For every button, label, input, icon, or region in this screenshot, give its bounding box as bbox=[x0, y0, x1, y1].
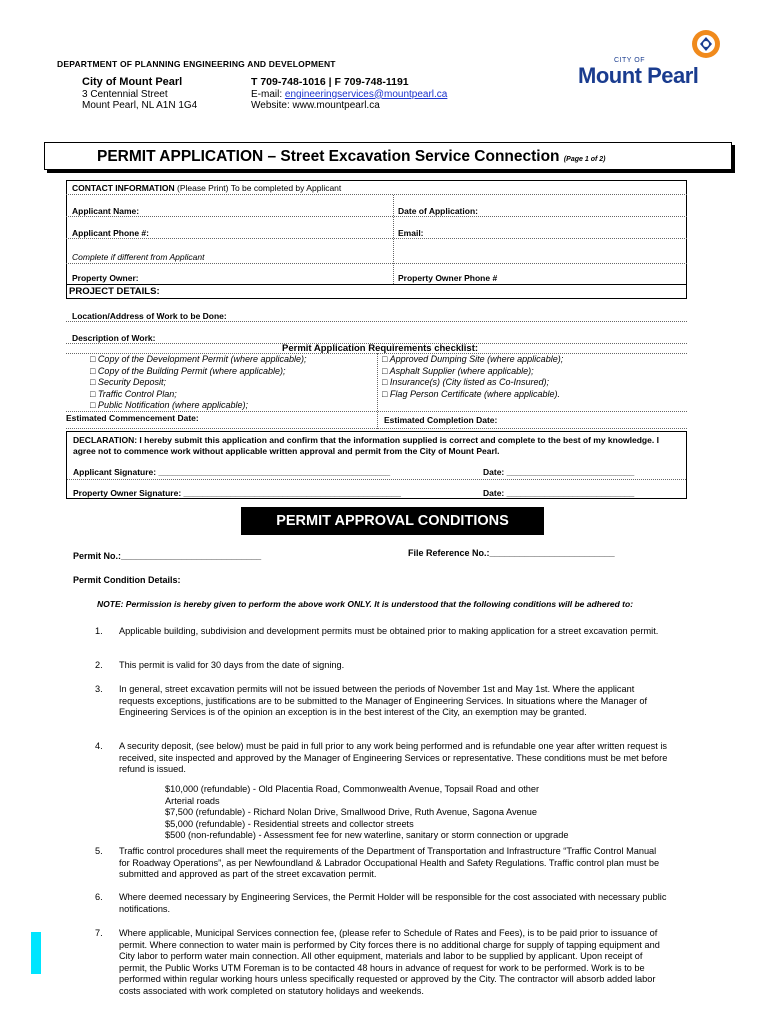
website: Website: www.mountpearl.ca bbox=[251, 100, 380, 111]
checklist-item[interactable]: □ Copy of the Development Permit (where applicable); bbox=[90, 354, 307, 364]
item-text: A security deposit, (see below) must be paid in full prior to any work being performed and is refundable one year after written request is received, site inspected and approved by the Manager of Engineering Services or representative. These conditions must be met before refund is issued. bbox=[119, 741, 668, 774]
fee-line: $500 (non-refundable) - Assessment fee for new waterline, sanitary or storm connection or upgrade bbox=[165, 830, 569, 840]
checklist-item[interactable]: □ Flag Person Certificate (where applicable). bbox=[382, 388, 561, 399]
completion-label: Estimated Completion Date: bbox=[384, 415, 498, 425]
email-label-field: Email: bbox=[398, 228, 424, 238]
fee-line: Arterial roads bbox=[165, 795, 220, 806]
street-address: 3 Centennial Street bbox=[82, 88, 168, 100]
fee-line: $10,000 (refundable) - Old Placentia Road, Commonwealth Avenue, Topsail Road and other bbox=[165, 784, 540, 794]
department-name: DEPARTMENT OF PLANNING ENGINEERING AND DEVELOPMENT bbox=[57, 59, 336, 69]
checklist-item[interactable]: □ Insurance(s) (City listed as Co-Insured); bbox=[382, 377, 549, 387]
form-title: PERMIT APPLICATION – Street Excavation Service Connection bbox=[97, 148, 560, 165]
condition-details-label: Permit Condition Details: bbox=[73, 575, 181, 585]
owner-note: Complete if different from Applicant bbox=[72, 252, 205, 262]
location-field[interactable] bbox=[66, 321, 687, 322]
applicant-name-field[interactable] bbox=[66, 216, 687, 217]
description-label: Description of Work: bbox=[72, 333, 156, 343]
scroll-marker bbox=[31, 932, 41, 974]
checklist-item[interactable]: □ Asphalt Supplier (where applicable); bbox=[382, 365, 534, 376]
owner-sign-date[interactable]: Date: ___________________________ bbox=[483, 488, 635, 498]
permit-no-field[interactable]: Permit No.:____________________________ bbox=[73, 551, 262, 561]
date-of-application-label: Date of Application: bbox=[398, 206, 478, 216]
file-reference-field[interactable]: File Reference No.:_________________________ bbox=[408, 548, 615, 558]
checklist-item[interactable]: □ Copy of the Building Permit (where applicable); bbox=[90, 365, 286, 376]
item-number: 7. bbox=[95, 928, 103, 938]
logo-city-of: CITY OF bbox=[614, 57, 645, 64]
item-number: 1. bbox=[95, 626, 103, 636]
note-text: NOTE: Permission is hereby given to perform the above work ONLY. It is understood that the following conditions will be adhered to: bbox=[97, 599, 634, 609]
location-label: Location/Address of Work to be Done: bbox=[72, 311, 227, 321]
fee-line: $7,500 (refundable) - Richard Nolan Drive, Smallwood Drive, Ruth Avenue, Sagona Avenue bbox=[165, 807, 537, 817]
logo-name: Mount Pearl bbox=[578, 63, 699, 88]
contact-section bbox=[66, 180, 687, 299]
owner-signature[interactable]: Property Owner Signature: ______________________________________________ bbox=[73, 488, 401, 498]
item-number: 3. bbox=[95, 684, 103, 694]
pearl-logo-icon bbox=[690, 28, 722, 60]
city-postal: Mount Pearl, NL A1N 1G4 bbox=[82, 100, 198, 111]
item-number: 5. bbox=[95, 846, 103, 856]
item-number: 2. bbox=[95, 660, 103, 670]
declaration-box bbox=[66, 431, 687, 499]
property-owner-label: Property Owner: bbox=[72, 273, 139, 283]
item-text: Traffic control procedures shall meet the requirements of the Department of Transportation and Infrastructure “Traffic Control Manual for Roadway Operations”, as per Newfoundland & Labrador Occupational Health and Safety Regulations. Traffic control plan must be submitted and approved as part of the street excavation permit. bbox=[119, 846, 660, 879]
address-block bbox=[82, 77, 197, 112]
item-text: Where deemed necessary by Engineering Services, the Permit Holder will be responsible for the cost associated with necessary public notifications. bbox=[119, 892, 667, 914]
item-text: Where applicable, Municipal Services connection fee, (please refer to Schedule of Rates and Fees), is to be paid prior to issuance of permit. Where connection to water main is performed by City forces there is no additional charge for supply of tapping equipment and City labor to perform water main connection. All other equipment, materials and labor to be supplied by applicant. Upon receipt of permit, the Public Works UTM Foreman is to be contacted 48 hours in advance of request for work to be performed. Work is to be performed within regular working hours unless specifically requested or approved by the City. The contractor will absorb added labor costs associated with work completed on statutory holidays and weekends. bbox=[119, 928, 660, 996]
checklist-left[interactable] bbox=[90, 354, 307, 412]
applicant-name-label: Applicant Name: bbox=[72, 206, 140, 216]
checklist-right[interactable] bbox=[382, 354, 563, 400]
contact-heading: CONTACT INFORMATION bbox=[72, 183, 175, 193]
fee-list bbox=[165, 784, 568, 842]
applicant-phone-label: Applicant Phone #: bbox=[72, 228, 149, 238]
applicant-signature[interactable]: Applicant Signature: _________________________________________________ bbox=[73, 467, 391, 477]
property-owner-phone-label: Property Owner Phone # bbox=[398, 273, 498, 283]
checklist-item[interactable]: □ Public Notification (where applicable); bbox=[90, 400, 249, 410]
fee-line: $5,000 (refundable) - Residential streets and collector streets bbox=[165, 818, 414, 829]
checklist-item[interactable]: □ Approved Dumping Site (where applicable); bbox=[382, 354, 564, 364]
email-link[interactable]: engineeringservices@mountpearl.ca bbox=[284, 88, 448, 100]
checklist-item[interactable]: □ Security Deposit; bbox=[90, 377, 166, 387]
contact-block bbox=[251, 77, 447, 112]
checklist-item[interactable]: □ Traffic Control Plan; bbox=[90, 388, 177, 399]
applicant-phone-field[interactable] bbox=[66, 238, 687, 239]
item-text: This permit is valid for 30 days from the date of signing. bbox=[119, 660, 345, 670]
checklist-title: Permit Application Requirements checklist: bbox=[282, 343, 479, 354]
email-label: E-mail: bbox=[251, 88, 285, 100]
declaration-text: DECLARATION: I hereby submit this application and confirm that the information supplied is correct and complete to the best of my knowledge. I agree not to commence work without applicable written approval and permit from the City of Mount Pearl. bbox=[73, 435, 659, 456]
city-name: City of Mount Pearl bbox=[82, 76, 183, 88]
approval-heading: PERMIT APPROVAL CONDITIONS bbox=[241, 507, 544, 535]
city-logo bbox=[578, 28, 743, 86]
project-heading: PROJECT DETAILS: bbox=[69, 286, 160, 297]
page-indicator: (Page 1 of 2) bbox=[563, 156, 606, 163]
phone-fax: T 709-748-1016 | F 709-748-1191 bbox=[251, 76, 409, 88]
applicant-sign-date[interactable]: Date: ___________________________ bbox=[483, 467, 635, 477]
commencement-label: Estimated Commencement Date: bbox=[66, 413, 199, 423]
form-title-box bbox=[44, 142, 732, 170]
item-number: 6. bbox=[95, 892, 103, 902]
item-number: 4. bbox=[95, 741, 103, 751]
item-text: Applicable building, subdivision and development permits must be obtained prior to making application for a street excavation permit. bbox=[119, 626, 659, 636]
item-text: In general, street excavation permits will not be issued between the periods of November 1st and May 1st. Where the applicant requests exceptions, justifications are to be submitted to the Manager of Engineering Services. In situations where the Manager of Engineering Services is of the opinion an exception is in the best interest of the City, an exemption may be granted. bbox=[119, 684, 648, 717]
contact-heading-note: (Please Print) To be completed by Applicant bbox=[177, 183, 342, 193]
